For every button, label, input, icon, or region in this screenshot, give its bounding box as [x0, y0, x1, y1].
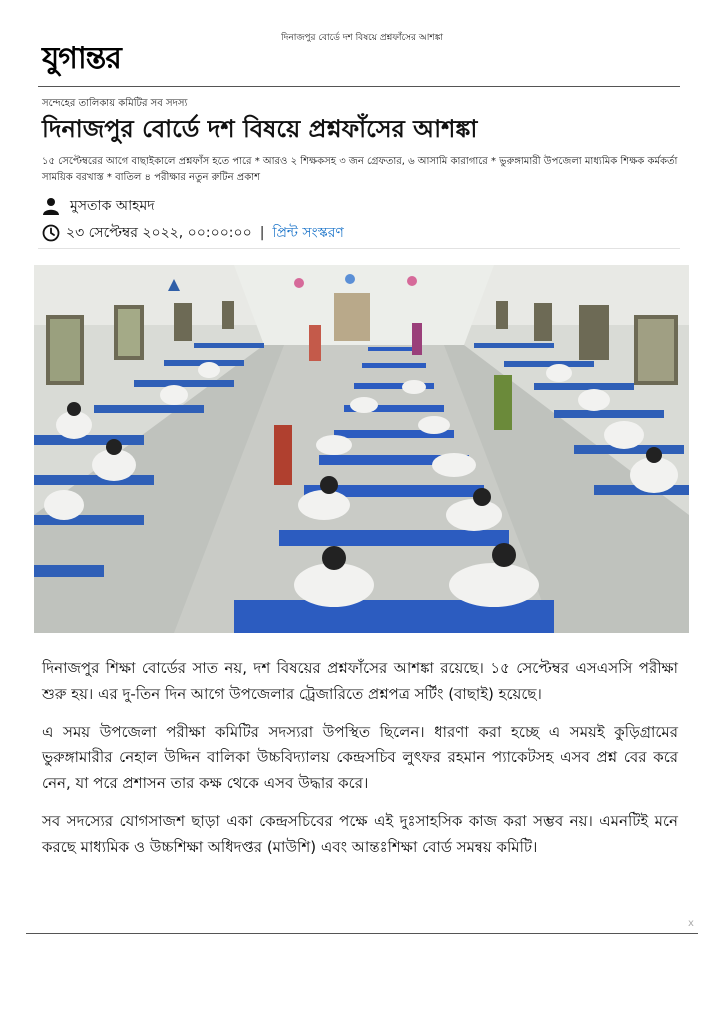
- article-kicker: সন্দেহের তালিকায় কমিটির সব সদস্য: [42, 98, 188, 109]
- byline: [42, 194, 155, 218]
- meta-separator: |: [259, 225, 265, 241]
- dateline: [42, 221, 344, 245]
- page-header-title: দিনাজপুর বোর্ডে দশ বিষয়ে প্রশ্নফাঁসের আশঙ্কা: [281, 33, 443, 43]
- meta-divider: [38, 248, 680, 249]
- article-paragraph: সব সদস্যের যোগসাজশ ছাড়া একা কেন্দ্রসচিবের পক্ষে এই দুঃসাহসিক কাজ করা সম্ভব নয়। এমনটিই মনে করছে মাধ্যমিক ও উচ্চশিক্ষা অধিদপ্তর (মাউশি) এবং আন্তঃশিক্ষা বোর্ড সমন্বয় কমিটি।: [42, 811, 678, 856]
- article-photo: [34, 265, 689, 633]
- article-summary: ১৫ সেপ্টেম্বরের আগে বাছাইকালে প্রশ্নফাঁস হতে পারে * আরও ২ শিক্ষকসহ ৩ জন গ্রেফতার, ৬ আসামি কারাগারে * ভুরুঙ্গামারী উপজেলা মাধ্যমিক শিক্ষক কর্মকর্তা সাময়িক বরখাস্ত * বাতিল ৪ পরীক্ষার নতুন রুটিন প্রকাশ: [42, 156, 678, 183]
- masthead-divider: [38, 86, 680, 87]
- bottom-divider: [26, 933, 698, 934]
- clock-icon: [42, 224, 60, 242]
- article-body: [42, 656, 678, 873]
- close-icon[interactable]: x: [688, 918, 694, 929]
- user-icon: [42, 197, 60, 215]
- masthead-logo[interactable]: যুগান্তর: [42, 41, 121, 76]
- exam-hall-photo: [34, 265, 689, 633]
- article-paragraph: এ সময় উপজেলা পরীক্ষা কমিটির সদস্যরা উপস্থিত ছিলেন। ধারণা করা হচ্ছে এ সময়ই কুড়িগ্রামের ভুরুঙ্গামারীর নেহাল উদ্দিন বালিকা উচ্চবিদ্যালয় কেন্দ্রসচিব লুৎফর রহমান প্যাকেটসহ এসব প্রশ্ন বের করে নেন, যা পরে প্রশাসন তার কক্ষ থেকে এসব উদ্ধার করে।: [42, 722, 678, 793]
- article-paragraph: দিনাজপুর শিক্ষা বোর্ডের সাত নয়, দশ বিষয়ের প্রশ্নফাঁসের আশঙ্কা রয়েছে। ১৫ সেপ্টেম্বর এসএসসি পরীক্ষা শুরু হয়। এর দু-তিন দিন আগে উপজেলার ট্রেজারিতে প্রশ্নপত্র সর্টিং (বাছাই) হয়েছে।: [42, 659, 678, 703]
- article-headline: দিনাজপুর বোর্ডে দশ বিষয়ে প্রশ্নফাঁসের আশঙ্কা: [42, 115, 478, 143]
- publish-date: ২৩ সেপ্টেম্বর ২০২২, ০০:০০:০০: [66, 225, 252, 241]
- author-name: মুসতাক আহমদ: [70, 198, 155, 214]
- print-edition-link[interactable]: প্রিন্ট সংস্করণ: [272, 225, 344, 241]
